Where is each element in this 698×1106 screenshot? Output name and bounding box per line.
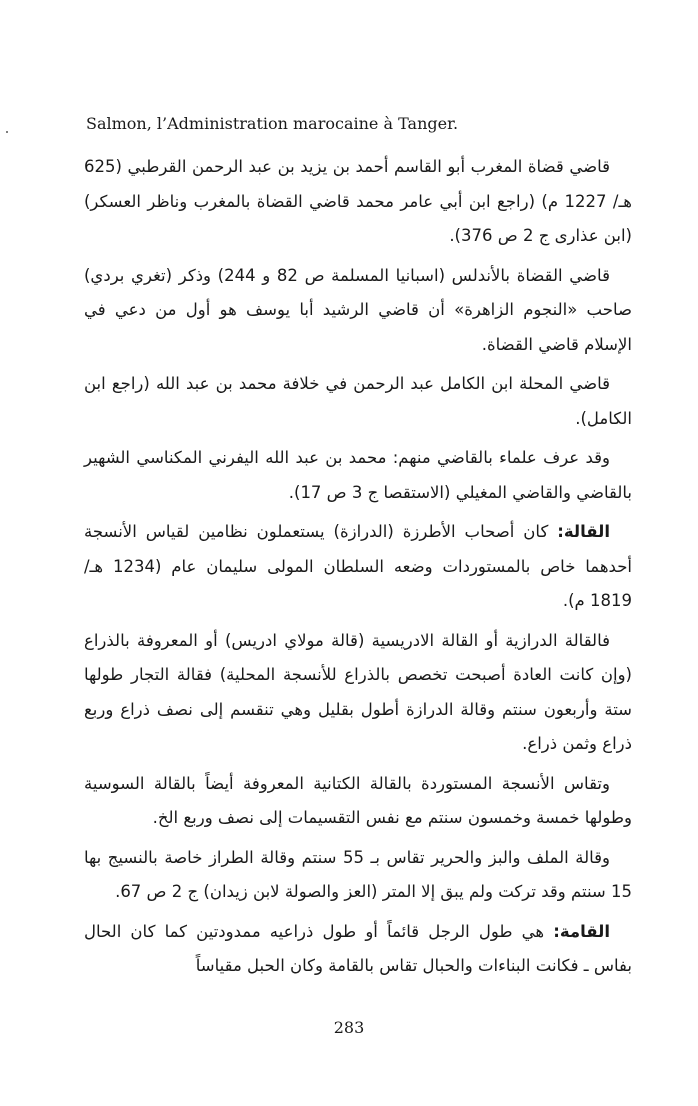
body-text <box>84 150 632 989</box>
reference-line: Salmon, l’Administration marocaine à Tanger. <box>86 114 459 133</box>
margin-mark <box>6 131 8 133</box>
paragraph-ulama-qadi: وقد عرف علماء بالقاضي منهم: محمد بن عبد الله اليفرني المكناسي الشهير بالقاضي والقاضي المغيلي (الاستقصا ج 3 ص 17). <box>84 448 632 502</box>
paragraph-qadi-qudat-andalus: قاضي القضاة بالأندلس (اسبانيا المسلمة ص 82 و 244) وذكر (تغري بردي) صاحب «النجوم الزاهرة» أن قاضي الرشيد أبا يوسف هو أول من دعي في الإسلام قاضي القضاة. <box>84 265 632 354</box>
paragraph-qala: القالة: كان أصحاب الأطرزة (الدرازة) يستعملون نظامين لقياس الأنسجة أحدهما خاص بالمستوردات وضعه السلطان المولى سليمان عام (1234 هـ/ 1819 م). <box>84 522 632 610</box>
entry-term-qala: القالة: <box>557 522 610 541</box>
paragraph-qala-silk: وقالة الملف والبز والحرير تقاس بـ 55 سنتم وقالة الطراز خاصة بالنسيج بها 15 سنتم وقد تركت ولم يبق إلا المتر (العز والصولة لابن زيدان) ج 2 ص 67. <box>84 847 632 901</box>
paragraph-qama: القامة: هي طول الرجل قائماً أو طول ذراعيه ممدودتين كما كان الحال بفاس ـ فكانت البناءات والحبال تقاس بالقامة وكان الحبل مقياساً <box>84 921 632 975</box>
paragraph-qala-darazia: فالقالة الدرازية أو القالة الادريسية (قالة مولاي ادريس) أو المعروفة بالذراع (وإن كانت العادة أصبحت تخصص بالذراع للأنسجة المحلية) فقالة التجار طولها ستة وأربعون سنتم وقالة الدرازة أطول بقليل وهي تنقسم إلى نصف ذراع وربع ذراع وثمن ذراع. <box>84 630 632 753</box>
paragraph-qadi-qudat-maghrib: قاضي قضاة المغرب أبو القاسم أحمد بن يزيد بن عبد الرحمن القرطبي (625 هـ/ 1227 م) (راجع ابن أبي عامر محمد قاضي القضاة بالمغرب وناظر العسكر) (ابن عذارى ج 2 ص 376). <box>84 157 633 245</box>
page-number: 283 <box>333 1018 365 1037</box>
entry-term-qama: القامة: <box>553 921 610 941</box>
paragraph-qadi-mahalla: قاضي المحلة ابن الكامل عبد الرحمن في خلافة محمد بن عبد الله (راجع ابن الكامل). <box>84 374 632 428</box>
paragraph-imported-textiles: وتقاس الأنسجة المستوردة بالقالة الكتانية المعروفة أيضاً بالقالة السوسية وطولها خمسة وخمسون سنتم مع نفس التقسيمات إلى نصف وربع الخ. <box>84 773 632 827</box>
